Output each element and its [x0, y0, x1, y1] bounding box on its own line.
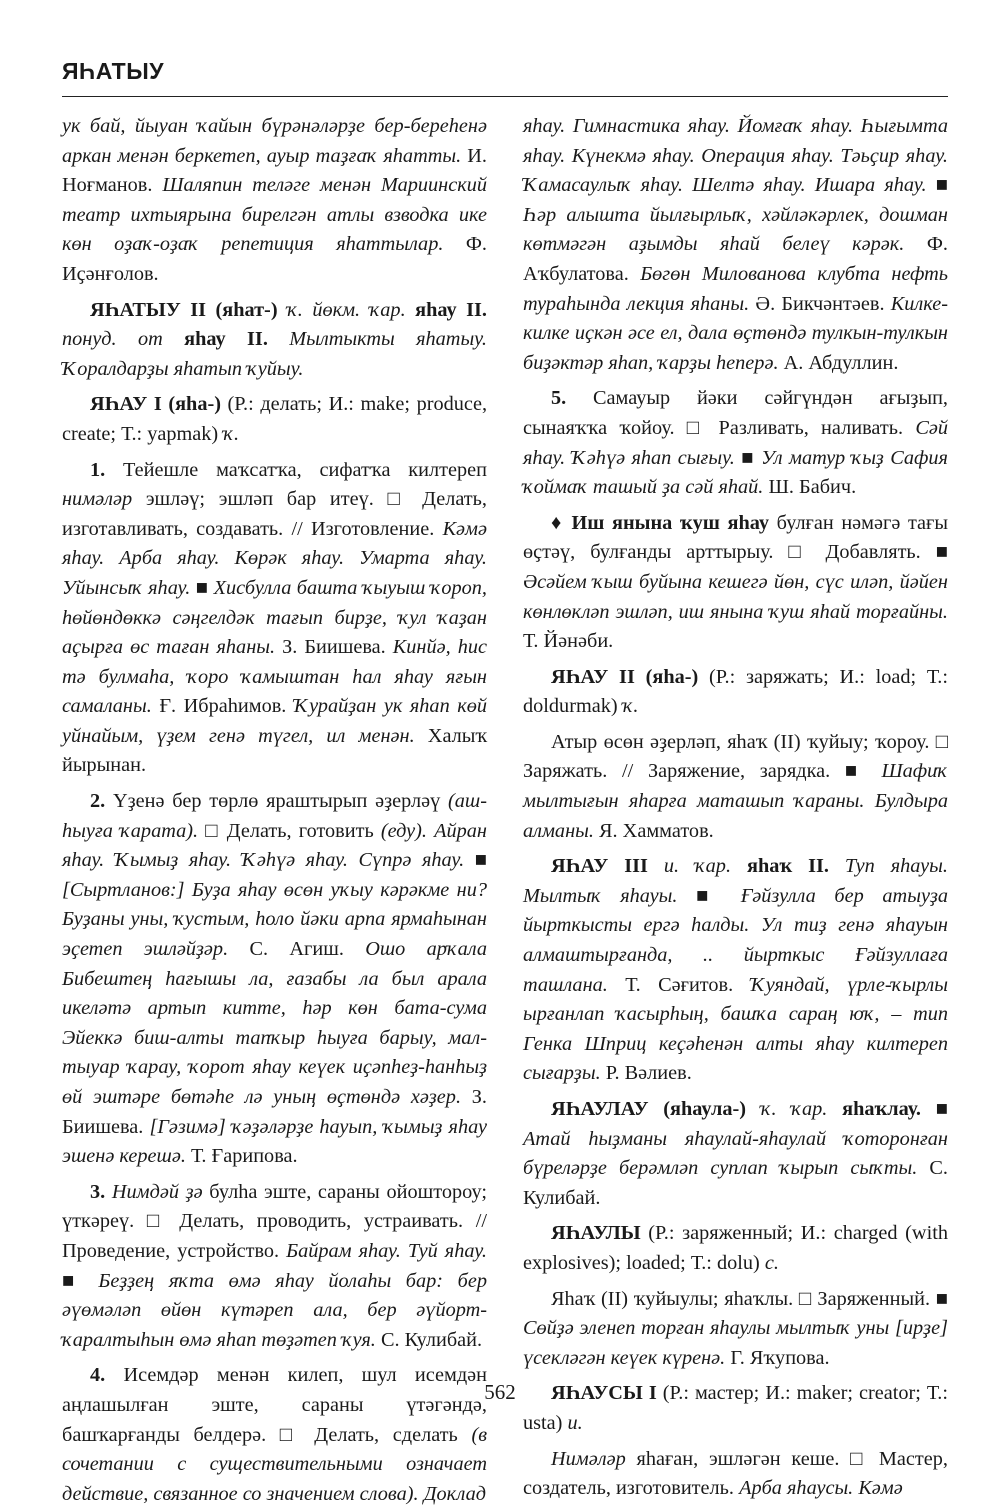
text-run: Я. Хамматов. [593, 819, 714, 842]
italic-text: Сөйҙә эленеп торған яһаулы мылтыҡ уны [ирҙе] үсекләгән кеүек күренә. [523, 1317, 948, 1369]
text-run: Тейешле маҡсатҡа, сифатҡа килтереп [105, 458, 487, 481]
text-run: ■ [190, 576, 214, 599]
entry-paragraph [62, 1178, 487, 1356]
header-rule [62, 96, 948, 97]
italic-text: Кинйә, һис тә булмаһа, ҡоро ҡамыштан һал яһау яғын самаланы. [62, 636, 488, 718]
headword-text: яһау II. [415, 298, 488, 321]
text-run: ■ [464, 849, 488, 872]
italic-text: (аш-һыуға ҡарата). [62, 790, 487, 842]
entry-paragraph [62, 296, 487, 385]
text-run: Т. Йәнәби. [523, 630, 614, 653]
text-run: Ә. Бикчәнтәев. [749, 292, 891, 315]
italic-text: Әсәйем ҡыш буйына кешегә йөн, сүс иләп, йәйен көнлөклəп эшләп, иш янына ҡуш яһай торғайны. [523, 570, 948, 623]
text-run: А. Абдуллин. [778, 351, 899, 374]
right-column [523, 112, 948, 1504]
text-run [648, 855, 664, 877]
italic-text: Шафиҡ мылтығын яһарға маташып ҡараны. Булдыра алманы. [523, 760, 948, 842]
text-run [731, 855, 747, 877]
text-run: ■ [920, 1098, 948, 1120]
headword-text: ЯҺАУ II (яһа-) [551, 665, 699, 688]
italic-text: Байрам яһау. Туй яһау. [286, 1239, 487, 1262]
entry-paragraph [523, 112, 948, 378]
entry-paragraph [62, 456, 487, 782]
text-run: Р. Вәлиев. [600, 1062, 692, 1085]
entry-paragraph [523, 384, 948, 502]
text-run: Ш. Бабич. [763, 476, 857, 499]
text-run [746, 1098, 761, 1120]
headword-text: яһаҡлау. [842, 1098, 921, 1120]
headword-text: яһау II. [184, 328, 268, 351]
entry-paragraph [523, 852, 948, 1089]
italic-text: Беҙҙең яҡта өмә яһау йолаһы бар: бер әүөмәләп өйөн күтәреп ала, бер әүйорт-ҡаралтыһын өмә яһап төҙәтеп ҡуя. [62, 1269, 487, 1351]
text-run: Самауыр йәки сәйгүндән ағыҙып, сынаяҡҡа ҡойоу. □ Разливать, наливать. [523, 387, 948, 439]
text-run [829, 855, 845, 877]
text-run: эшләү; эшләп бар итеү. □ Делать, изготавливать, создавать. // Изготовление. [62, 488, 487, 540]
italic-text: Сәй яһау. Ҡәһүә яһап сығыу. [523, 416, 948, 469]
italic-text: [Гәзимә] ҡәҙәләрҙе һауып, ҡымыҙ яһау эшенә керешә. [62, 1115, 487, 1168]
text-run [278, 299, 288, 321]
italic-text: Килке-килке иҫкән әсе ел, дала өҫтөндә тулкын-тулкын биҙәктәр яһап, ҡарҙы һеперә. [523, 292, 948, 374]
text-run: Яһаҡ (II) ҡуйыулы; яһаҡлы. □ Заряженный. ■ [551, 1287, 948, 1310]
italic-text: Бөгөн Милованова клубта нефть тураһында лекция яһаны. [523, 262, 949, 315]
headword-text: 5. [551, 387, 567, 410]
text-run: Атыр өсөн әҙерләп, яһаҡ (II) ҡуйыу; ҡороу. □ Заряжать. // Заряжение, зарядка. ■ [523, 730, 948, 783]
text-run: ■ [734, 446, 762, 469]
text-run: булған нәмәгә тағы өҫтәү, булғанды арттырыу. □ Добавлять. ■ [523, 511, 948, 564]
entry-paragraph [523, 1095, 948, 1213]
italic-text: понуд. от [62, 328, 163, 351]
text-run: Исемдәр менән килеп, шул исемдән аңлашылған эште, сараны үтәгәндә, башҡарғанды белдерә. □ Делать, сделать [62, 1364, 487, 1446]
headword-text: ЯҺАУ III [551, 855, 648, 878]
entry-paragraph [523, 509, 948, 657]
italic-text: Мылтыкты яһатыу. Ҡоралдарҙы яһатып ҡуйыу. [62, 328, 487, 380]
running-head: ЯҺАТЫУ [62, 58, 165, 84]
left-column [62, 112, 487, 1509]
text-run [105, 1181, 112, 1203]
headword-text: 1. [90, 458, 106, 481]
entry-paragraph [62, 390, 487, 449]
entry-paragraph [62, 787, 487, 1172]
entry-paragraph [523, 663, 948, 722]
text-run: С. Агиш. [228, 938, 366, 961]
italic-text: Ул матур ҡыҙ Сафия ҡоймаҡ ташый ҙа сәй яһай. [523, 446, 948, 499]
italic-text: Ғәйзулла бер атыуҙа йырткысты ергә һалды. Ул тиҙ генә яһауын алмаштырғанда, .. йырткыс Ғәйзуллаға ташлана. [523, 884, 948, 996]
text-run [163, 328, 184, 350]
italic-text: Нимдәй ҙә [111, 1180, 203, 1203]
headword-text: ЯҺАУ I (яһа-) [90, 393, 221, 416]
text-run: Т. Ғарипова. [185, 1145, 298, 1168]
text-run: (Р.: заряженный; И.: charged (with explosives); loaded; Т.: dolu) [523, 1222, 948, 1274]
italic-text: (в сочетании с существительными означает действие, связанное со значением слова). Доклад [62, 1423, 487, 1505]
italic-text: (еду). Айран яһау. Ҡымыҙ яһау. Ҡәһүә яһау. Сүпрә яһау. [62, 819, 487, 872]
text-run: (Р.: делать; И.: make; produce, create; Т.: yapmak) [62, 393, 488, 445]
entry-paragraph [523, 1219, 948, 1278]
text-run: Т. Сәғитов. [607, 973, 751, 996]
text-run: Халыҡ йырынан. [62, 724, 487, 777]
text-run: Ф. Иҫәнғолов. [62, 233, 487, 285]
italic-text: и. [567, 1411, 583, 1434]
italic-text: Ошо арҡала Бибештең һағышы ла, ғазабы ла был арала икеләтә артып китте, һәр көн бата-сума Эйеккә биш-алты тапҡыр һыуға барыу, мал-тыуар ҡарау, ҡорот яһау кеүек иҫәпһеҙ-һанһыҙ өй эштәре бөтәһе лә уның өҫтөндә хәҙер. [62, 938, 487, 1108]
italic-text: Шаляпин теләге менән Мариинский театр ихтыярына бирелгән атлы взводка ике көн оҙаҡ-оҙаҡ репетиция яһаттылар. [62, 174, 488, 256]
text-run: ■ [677, 884, 741, 907]
italic-text: ҡ. [622, 695, 639, 718]
italic-text: ук бай, йыуан ҡайын бүрәнәләрҙе бер-береһенә аркан менән беркетеп, ауыр таҙғаҡ яһатты. [62, 115, 487, 167]
italic-text: Ҡурайҙан ук яһап көй уйнайым, үҙем генә түгел, ил менән. [62, 695, 487, 747]
text-run [268, 328, 289, 350]
italic-text: Туп яһауы. Мылтыҡ яһауы. [523, 855, 948, 907]
text-run: (Р.: заряжать; И.: load; Т.: doldurmak) [523, 665, 948, 718]
headword-text: яһаҡ II. [746, 855, 829, 878]
italic-text: с. [764, 1251, 779, 1274]
text-run: С. Кулибай. [375, 1328, 483, 1351]
entry-paragraph [523, 728, 948, 846]
italic-text: Нимәләр [551, 1447, 626, 1470]
headword-text: 2. [90, 790, 106, 813]
text-run: (Р.: мастер; И.: maker; creator; Т.: usta) [523, 1382, 948, 1434]
text-run: Ф. Аҡбулатова. [523, 233, 948, 285]
italic-text: Арба яһаусы. Кәмә [739, 1477, 903, 1500]
text-run: И. Ноғманов. [62, 144, 487, 197]
italic-text: нимәләр [62, 488, 133, 511]
headword-text: ЯҺАУЛЫ [551, 1222, 641, 1245]
text-run: ■ [926, 174, 948, 197]
italic-text: Атай һыҙманы яһаулай-яһаулай ҡоторонған бүреләрҙе берәмләп суплап ҡырып сыҡты. [523, 1127, 948, 1180]
text-run: Үҙенә бер төрлө яраштырып әҙерләү [105, 790, 449, 813]
italic-text: ҡ. йөкм. ҡар. [287, 298, 406, 321]
text-run: ■ [62, 1269, 99, 1292]
italic-text: яһау. Гимнастика яһау. Йомғаҡ яһау. Һығымта яһау. Күнекмә яһау. Операция яһау. Тәьҫир яһау. Ҡамасаулыҡ яһау. Шелтә яһау. Ишара яһау. [523, 115, 948, 197]
text-run: яһаған, эшләгән кеше. □ Мастер, создатель, изготовитель. [523, 1447, 948, 1500]
entry-paragraph [523, 1445, 948, 1504]
text-run [827, 1098, 842, 1120]
text-run: булһа эште, сараны ойоштороу; үткәреү. □ Делать, проводить, устраивать. // Проведение, устройство. [62, 1180, 487, 1262]
text-run: З. Биишева. [62, 1086, 487, 1138]
italic-text: ҡ. [223, 422, 240, 445]
headword-text: ♦ Иш янына ҡуш яһау [551, 511, 770, 534]
italic-text: Һәр алышта йылғырлыҡ, хәйләкәрлек, дошман көтмәгән аҙымды яһай белеү кәрәк. [523, 203, 948, 256]
text-run: Ғ. Ибраһимов. [151, 695, 294, 718]
headword-text: 4. [90, 1364, 106, 1387]
page-number: 562 [484, 1380, 516, 1404]
text-run: З. Биишева. [275, 636, 393, 659]
entry-paragraph [62, 112, 487, 290]
text-run: □ Делать, готовить [198, 819, 381, 842]
italic-text: Ҡуяндай, үрле-ҡырлы ырғанлап ҡасырһың, башҡа сараң юҡ, – тип Генка Шприц кеҫәһенән алты яһау килтереп сығарҙы. [523, 973, 948, 1085]
headword-text: 3. [90, 1180, 106, 1203]
headword-text: ЯҺАТЫУ II (яһат-) [90, 298, 278, 321]
italic-text: Хисбулла башта ҡыуыш ҡороп, һөйөндөккә сәңгелдәк тағып бирҙе, ҡул ҡаҙан аҫырға өс таған яһаны. [62, 576, 487, 659]
italic-text: ҡ. ҡар. [760, 1098, 828, 1120]
text-run: Г. Яҡупова. [725, 1346, 830, 1369]
italic-text: и. ҡар. [663, 855, 732, 878]
text-run: С. Кулибай. [523, 1157, 948, 1209]
text-run [406, 299, 416, 321]
headword-text: ЯҺАУСЫ I [551, 1382, 657, 1405]
headword-text: ЯҺАУЛАУ (яһаула-) [551, 1098, 747, 1120]
italic-text: [Сыртланов:] Буҙа яһау өсөн уҡыу кәрәкме ни? Буҙаны уны, ҡустым, һоло йәки арпа ярмаһынан эҫетеп эшләйҙәр. [62, 878, 487, 961]
italic-text: Кәмә яһау. Арба яһау. Көрәк яһау. Умарта яһау. Уйынсыҡ яһау. [62, 517, 487, 599]
entry-paragraph [523, 1285, 948, 1374]
